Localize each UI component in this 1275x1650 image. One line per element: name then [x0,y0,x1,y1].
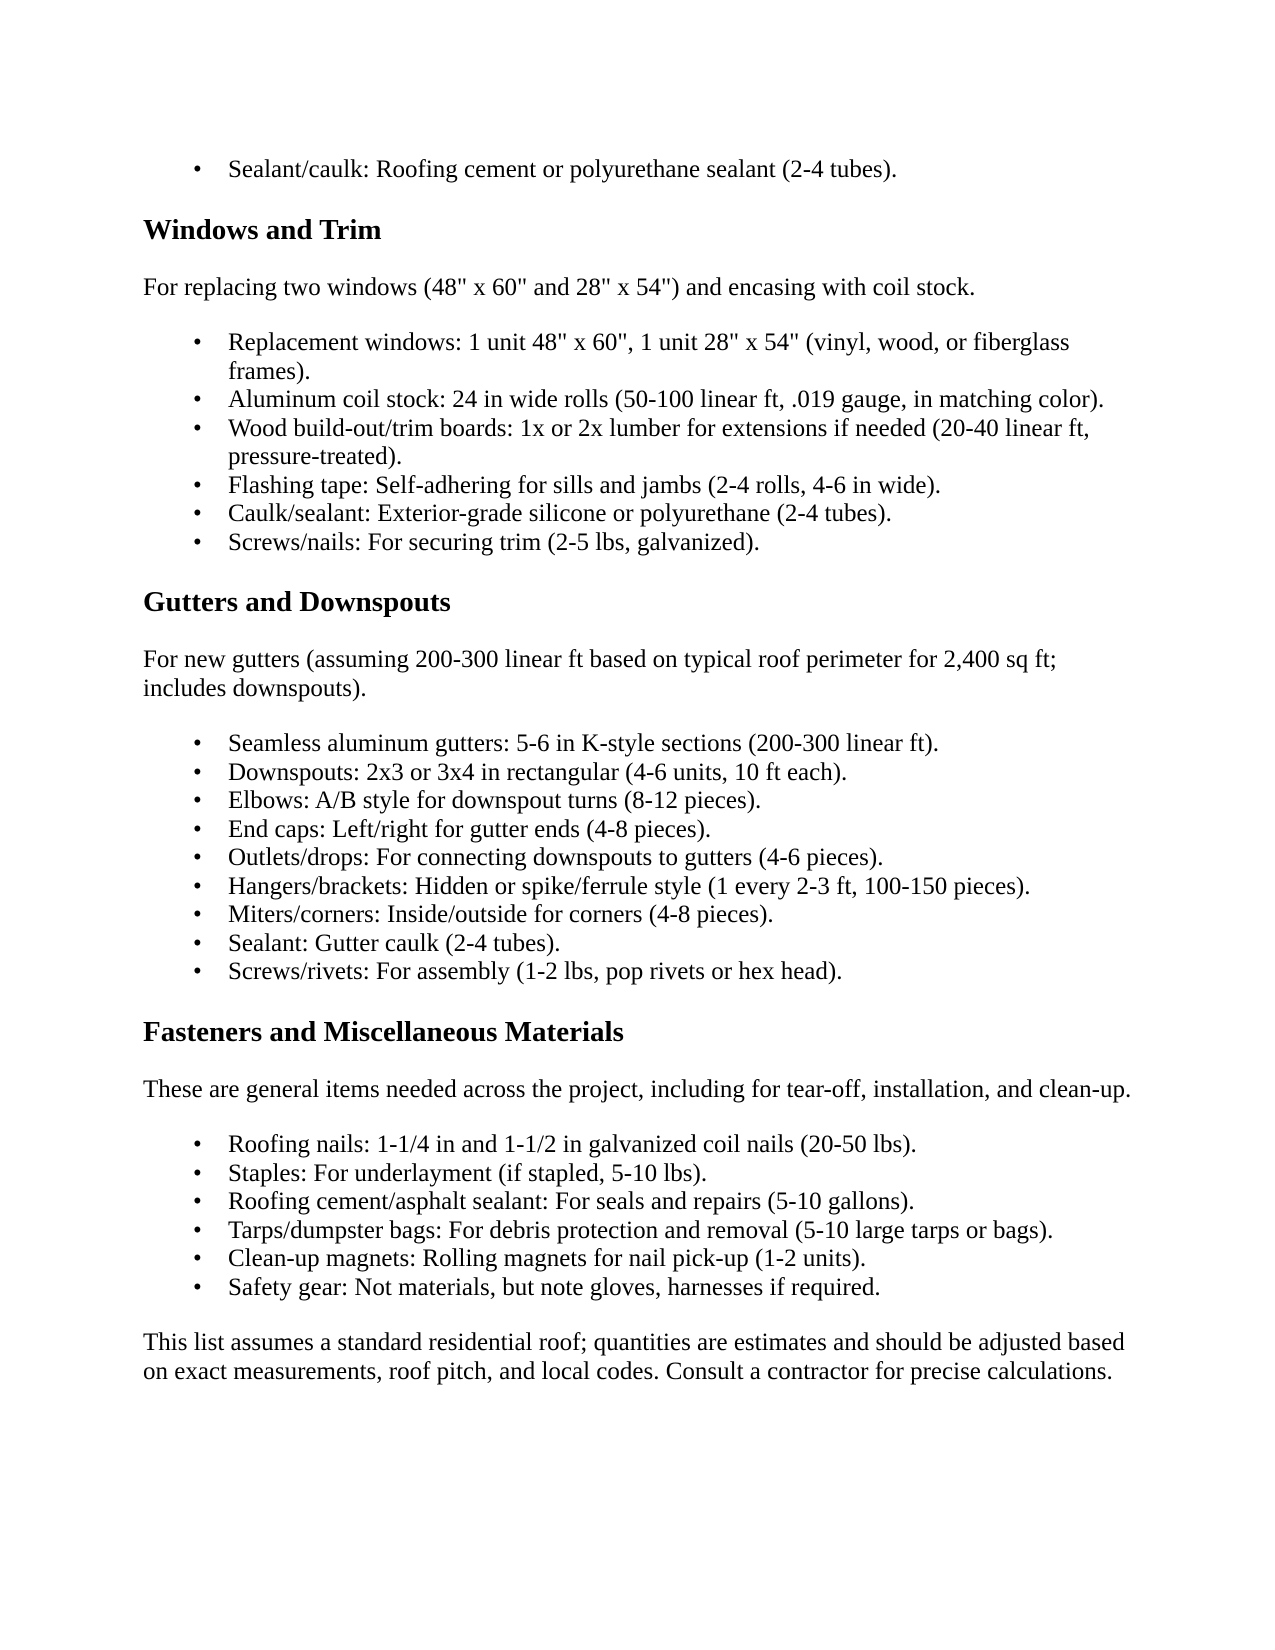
list-item-flashing-tape: • Flashing tape: Self-adhering for sills and jambs (2-4 rolls, 4-6 in wide). [228,472,1133,501]
list-item-staples: • Staples: For underlayment (if stapled, 5-10 lbs). [228,1160,1133,1189]
carryover-bullet-list [143,156,1133,185]
bullet-list-windows-and-trim [143,329,1133,557]
list-item-elbows: • Elbows: A/B style for downspout turns (8-12 pieces). [228,787,1133,816]
list-item-miters-corners: • Miters/corners: Inside/outside for corners (4-8 pieces). [228,901,1133,930]
list-item-hangers-brackets: • Hangers/brackets: Hidden or spike/ferrule style (1 every 2-3 ft, 100-150 pieces). [228,873,1133,902]
section-heading-fasteners-and-miscellaneous: Fasteners and Miscellaneous Materials [143,1015,624,1048]
list-item-replacement-windows: • Replacement windows: 1 unit 48" x 60", 1 unit 28" x 54" (vinyl, wood, or fiberglass frames). [228,329,1133,386]
list-item-seamless-aluminum-gutters: • Seamless aluminum gutters: 5-6 in K-style sections (200-300 linear ft). [228,730,1133,759]
list-item-downspouts: • Downspouts: 2x3 or 3x4 in rectangular (4-6 units, 10 ft each). [228,759,1133,788]
list-item-roofing-cement-asphalt-sealant: • Roofing cement/asphalt sealant: For seals and repairs (5-10 gallons). [228,1188,1133,1217]
list-item-roofing-nails: • Roofing nails: 1-1/4 in and 1-1/2 in galvanized coil nails (20-50 lbs). [228,1131,1133,1160]
list-item-cleanup-magnets: • Clean-up magnets: Rolling magnets for nail pick-up (1-2 units). [228,1245,1133,1274]
section-heading-gutters-and-downspouts: Gutters and Downspouts [143,586,451,618]
list-item-safety-gear: • Safety gear: Not materials, but note gloves, harnesses if required. [228,1274,1133,1303]
bullet-list-fasteners-and-miscellaneous [143,1131,1133,1302]
list-item-outlets-drops: • Outlets/drops: For connecting downspouts to gutters (4-6 pieces). [228,844,1133,873]
list-item-end-caps: • End caps: Left/right for gutter ends (4-8 pieces). [228,816,1133,845]
list-item-wood-buildout-trim-boards: • Wood build-out/trim boards: 1x or 2x lumber for extensions if needed (20-40 linear ft, pressure-treated). [228,415,1133,472]
closing-paragraph: This list assumes a standard residential roof; quantities are estimates and should be adjusted based on exact measurements, roof pitch, and local codes. Consult a contractor for precise calculations. [143,1329,1125,1385]
list-item-screws-nails: • Screws/nails: For securing trim (2-5 lbs, galvanized). [228,529,1133,558]
section-intro-fasteners-and-miscellaneous: These are general items needed across the project, including for tear-off, installation, and clean-up. [143,1075,1132,1103]
list-item-sealant: • Sealant: Gutter caulk (2-4 tubes). [228,930,1133,959]
bullet-list-gutters-and-downspouts [143,730,1133,987]
list-item-sealant-caulk: • Sealant/caulk: Roofing cement or polyurethane sealant (2-4 tubes). [228,156,1133,185]
list-item-tarps-dumpster-bags: • Tarps/dumpster bags: For debris protection and removal (5-10 large tarps or bags). [228,1217,1133,1246]
section-heading-windows-and-trim: Windows and Trim [143,213,382,246]
list-item-screws-rivets: • Screws/rivets: For assembly (1-2 lbs, pop rivets or hex head). [228,958,1133,987]
section-intro-gutters-and-downspouts: For new gutters (assuming 200-300 linear ft based on typical roof perimeter for 2,400 sq ft; includes downspouts). [143,646,1057,702]
list-item-aluminum-coil-stock: • Aluminum coil stock: 24 in wide rolls (50-100 linear ft, .019 gauge, in matching color). [228,386,1133,415]
section-intro-windows-and-trim: For replacing two windows (48" x 60" and 28" x 54") and encasing with coil stock. [143,273,976,301]
list-item-caulk-sealant: • Caulk/sealant: Exterior-grade silicone or polyurethane (2-4 tubes). [228,500,1133,529]
